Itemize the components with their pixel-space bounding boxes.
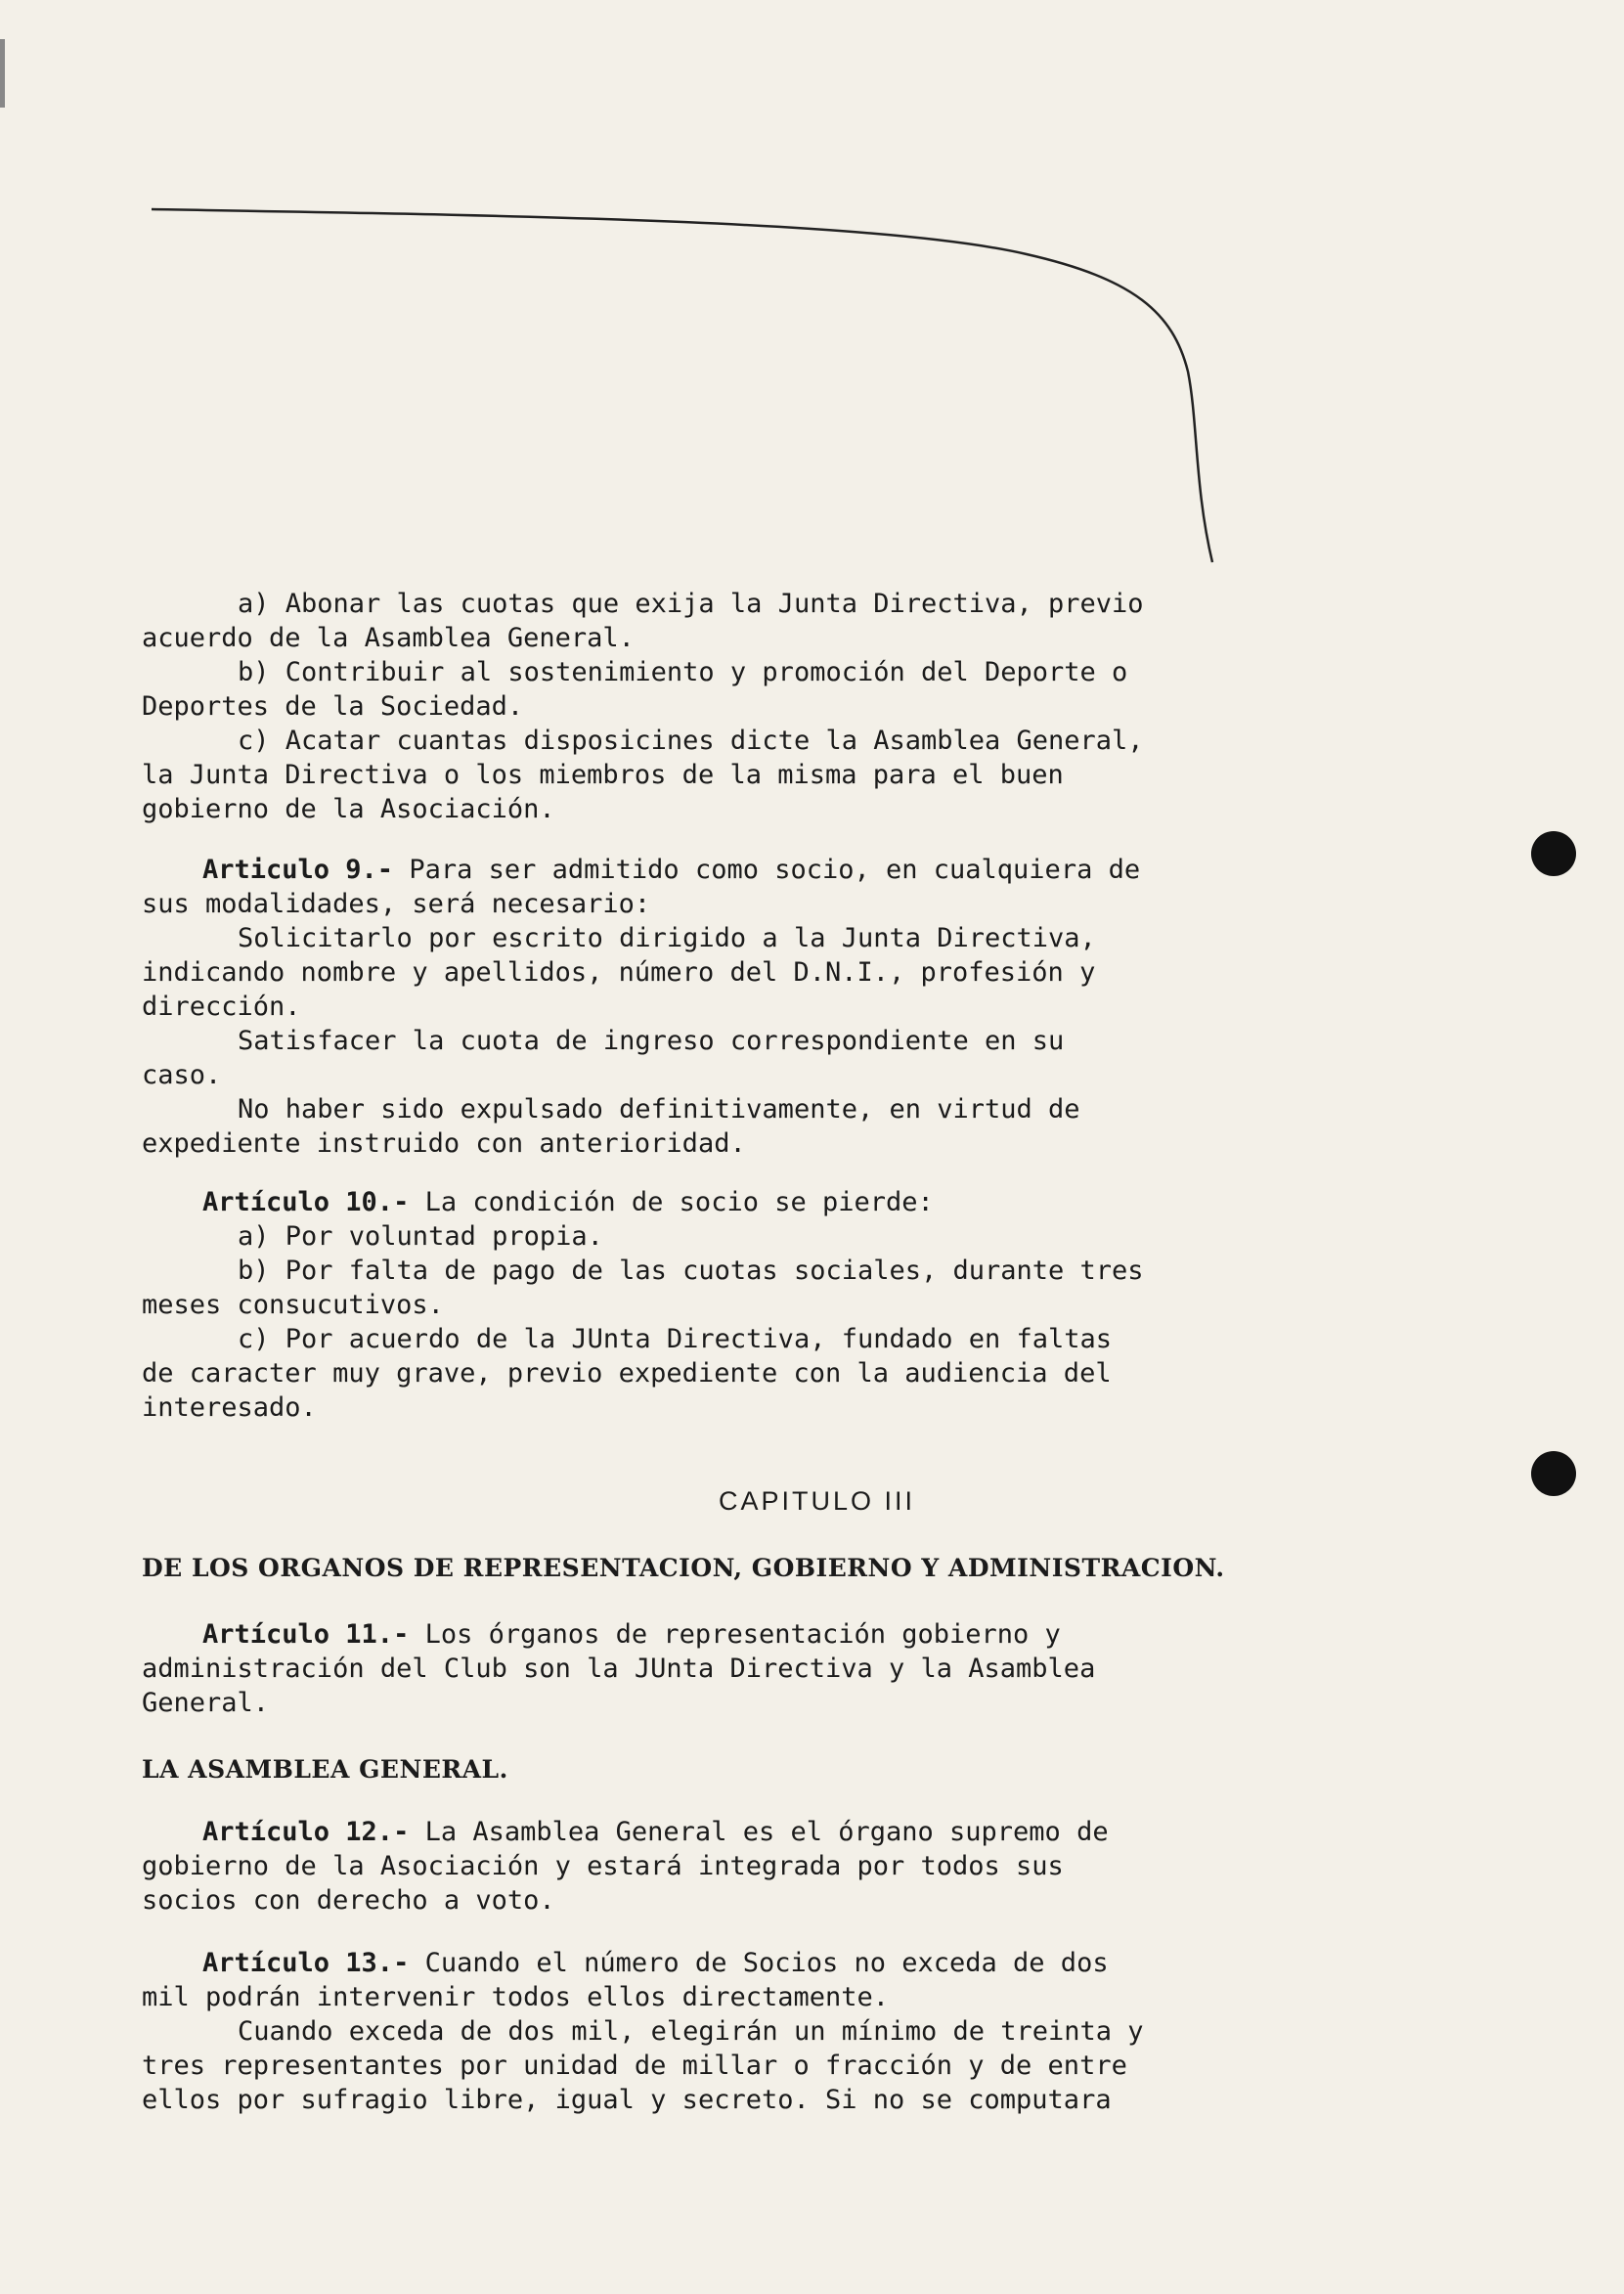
article-10 (142, 1185, 1364, 1425)
text-line: a) Abonar las cuotas que exija la Junta Directiva, previo (238, 589, 1144, 619)
text-line: sus modalidades, será necesario: (142, 889, 651, 919)
article-label: Articulo 9.- (202, 855, 394, 885)
article-11 (142, 1617, 1364, 1720)
punch-hole-lower (1531, 1451, 1576, 1496)
text-line: a) Por voluntad propia. (238, 1221, 603, 1252)
text-line: Solicitarlo por escrito dirigido a la Junta Directiva, (238, 923, 1096, 953)
text-line: socios con derecho a voto. (142, 1885, 555, 1916)
text-line: c) Acatar cuantas disposicines dicte la Asamblea General, (238, 726, 1144, 756)
article-9 (142, 853, 1364, 1161)
text-line: acuerdo de la Asamblea General. (142, 623, 635, 653)
text-line: La condición de socio se pierde: (424, 1187, 934, 1217)
article-label: Artículo 13.- (202, 1948, 410, 1978)
text-line: gobierno de la Asociación y estará integrada por todos sus (142, 1851, 1064, 1881)
article-13 (142, 1946, 1364, 2117)
text-line: mil podrán intervenir todos ellos directamente. (142, 1982, 890, 2012)
text-line: b) Por falta de pago de las cuotas sociales, durante tres (238, 1256, 1144, 1286)
text-line: gobierno de la Asociación. (142, 794, 555, 824)
article-label: Artículo 10.- (202, 1187, 410, 1217)
text-line: meses consucutivos. (142, 1290, 444, 1320)
text-line: Cuando exceda de dos mil, elegirán un mínimo de treinta y (238, 2016, 1144, 2047)
text-line: b) Contribuir al sostenimiento y promoción del Deporte o (238, 657, 1128, 687)
text-line: c) Por acuerdo de la JUnta Directiva, fundado en faltas (238, 1324, 1113, 1354)
text-line: expediente instruido con anterioridad. (142, 1128, 746, 1159)
text-line: ellos por sufragio libre, igual y secreto. Si no se computara (142, 2085, 1112, 2115)
text-line: Cuando el número de Socios no exceda de dos (424, 1948, 1109, 1978)
text-line: administración del Club son la JUnta Directiva y la Asamblea (142, 1654, 1096, 1684)
text-line: No haber sido expulsado definitivamente, en virtud de (238, 1094, 1080, 1125)
article-label: Artículo 12.- (202, 1817, 410, 1847)
text-line: Satisfacer la cuota de ingreso correspondiente en su (238, 1026, 1065, 1056)
text-line: dirección. (142, 992, 301, 1022)
article-12 (142, 1815, 1364, 1918)
text-line: Los órganos de representación gobierno y (424, 1619, 1061, 1650)
text-line: tres representantes por unidad de millar o fracción y de entre (142, 2051, 1127, 2081)
text-line: General. (142, 1688, 270, 1718)
text-line: La Asamblea General es el órgano supremo de (424, 1817, 1109, 1847)
article-label: Artículo 11.- (202, 1619, 410, 1650)
chapter-title: CAPITULO III (719, 1486, 916, 1516)
text-line: indicando nombre y apellidos, número del D.N.I., profesión y (142, 957, 1096, 988)
subheading: LA ASAMBLEA GENERAL. (142, 1755, 508, 1784)
punch-hole-upper (1531, 831, 1576, 876)
text-line: interesado. (142, 1392, 317, 1423)
text-line: Para ser admitido como socio, en cualquiera de (409, 855, 1141, 885)
section-heading: DE LOS ORGANOS DE REPRESENTACION, GOBIERNO Y ADMINISTRACION. (142, 1554, 1225, 1582)
text-line: Deportes de la Sociedad. (142, 691, 524, 722)
text-line: caso. (142, 1060, 222, 1090)
obligations-block (142, 587, 1364, 826)
text-line: la Junta Directiva o los miembros de la misma para el buen (142, 760, 1064, 790)
text-line: de caracter muy grave, previo expediente con la audiencia del (142, 1358, 1112, 1389)
